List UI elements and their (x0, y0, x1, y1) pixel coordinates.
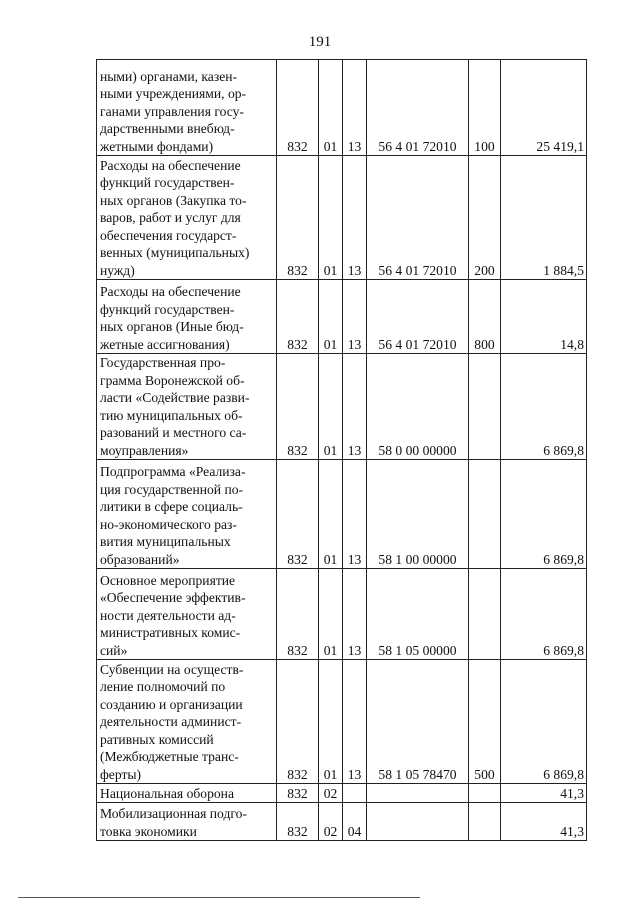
ministry-code: 832 (277, 803, 319, 841)
section-code: 02 (319, 784, 343, 803)
ministry-code: 832 (277, 60, 319, 156)
amount: 1 884,5 (501, 156, 587, 280)
target-article-code: 58 0 00 00000 (367, 354, 469, 460)
target-article-code: 56 4 01 72010 (367, 60, 469, 156)
subsection-code: 04 (343, 803, 367, 841)
subsection-code: 13 (343, 660, 367, 784)
ministry-code: 832 (277, 784, 319, 803)
table-row (97, 156, 587, 280)
table-row (97, 569, 587, 660)
subsection-code: 13 (343, 280, 367, 354)
target-article-code: 58 1 05 78470 (367, 660, 469, 784)
amount: 41,3 (501, 784, 587, 803)
target-article-code (367, 784, 469, 803)
amount: 6 869,8 (501, 354, 587, 460)
expense-type-code (469, 569, 501, 660)
subsection-code: 13 (343, 354, 367, 460)
table-row (97, 354, 587, 460)
expense-type-code: 500 (469, 660, 501, 784)
table-row (97, 660, 587, 784)
section-code: 01 (319, 280, 343, 354)
expense-type-code: 100 (469, 60, 501, 156)
ministry-code: 832 (277, 156, 319, 280)
section-code: 01 (319, 460, 343, 569)
target-article-code: 56 4 01 72010 (367, 280, 469, 354)
row-name: Основное мероприятие «Обеспечение эффектив- ности деятельности ад- министративных комис- сий» (97, 569, 277, 660)
page-number: 191 (308, 34, 332, 50)
expense-type-code (469, 460, 501, 569)
target-article-code: 56 4 01 72010 (367, 156, 469, 280)
target-article-code: 58 1 05 00000 (367, 569, 469, 660)
ministry-code: 832 (277, 280, 319, 354)
row-name: Государственная про- грамма Воронежской об- ласти «Содействие разви- тию муниципальных об- разований и местного са- моуправления» (97, 354, 277, 460)
row-name: Подпрограмма «Реализа- ция государственной по- литики в сфере социаль- но-экономического раз- вития муниципальных образований» (97, 460, 277, 569)
row-name: Расходы на обеспечение функций государствен- ных органов (Закупка то- варов, работ и услуг для обеспечения государст- венных (муниципальных) нужд) (97, 156, 277, 280)
amount: 14,8 (501, 280, 587, 354)
table-row (97, 280, 587, 354)
table-row (97, 60, 587, 156)
amount: 25 419,1 (501, 60, 587, 156)
ministry-code: 832 (277, 354, 319, 460)
subsection-code: 13 (343, 60, 367, 156)
target-article-code: 58 1 00 00000 (367, 460, 469, 569)
amount: 6 869,8 (501, 460, 587, 569)
subsection-code: 13 (343, 460, 367, 569)
target-article-code (367, 803, 469, 841)
expense-type-code (469, 784, 501, 803)
table-row (97, 460, 587, 569)
table-row (97, 803, 587, 841)
amount: 6 869,8 (501, 660, 587, 784)
table-row (97, 784, 587, 803)
row-name: Субвенции на осуществ- ление полномочий по созданию и организации деятельности админист- ративных комиссий (Межбюджетные транс- ферты) (97, 660, 277, 784)
section-code: 01 (319, 156, 343, 280)
row-name: ными) органами, казен- ными учреждениями, ор- ганами управления госу- дарственными внебюд- жетными фондами) (97, 60, 277, 156)
expense-type-code (469, 354, 501, 460)
row-name: Национальная оборона (97, 784, 277, 803)
budget-table (96, 59, 587, 841)
subsection-code (343, 784, 367, 803)
section-code: 02 (319, 803, 343, 841)
row-name: Расходы на обеспечение функций государствен- ных органов (Иные бюд- жетные ассигнования) (97, 280, 277, 354)
subsection-code: 13 (343, 156, 367, 280)
expense-type-code: 200 (469, 156, 501, 280)
section-code: 01 (319, 60, 343, 156)
row-name: Мобилизационная подго- товка экономики (97, 803, 277, 841)
subsection-code: 13 (343, 569, 367, 660)
ministry-code: 832 (277, 569, 319, 660)
ministry-code: 832 (277, 660, 319, 784)
expense-type-code: 800 (469, 280, 501, 354)
section-code: 01 (319, 569, 343, 660)
section-code: 01 (319, 660, 343, 784)
ministry-code: 832 (277, 460, 319, 569)
expense-type-code (469, 803, 501, 841)
amount: 6 869,8 (501, 569, 587, 660)
page-bottom-rule (18, 897, 420, 898)
section-code: 01 (319, 354, 343, 460)
amount: 41,3 (501, 803, 587, 841)
